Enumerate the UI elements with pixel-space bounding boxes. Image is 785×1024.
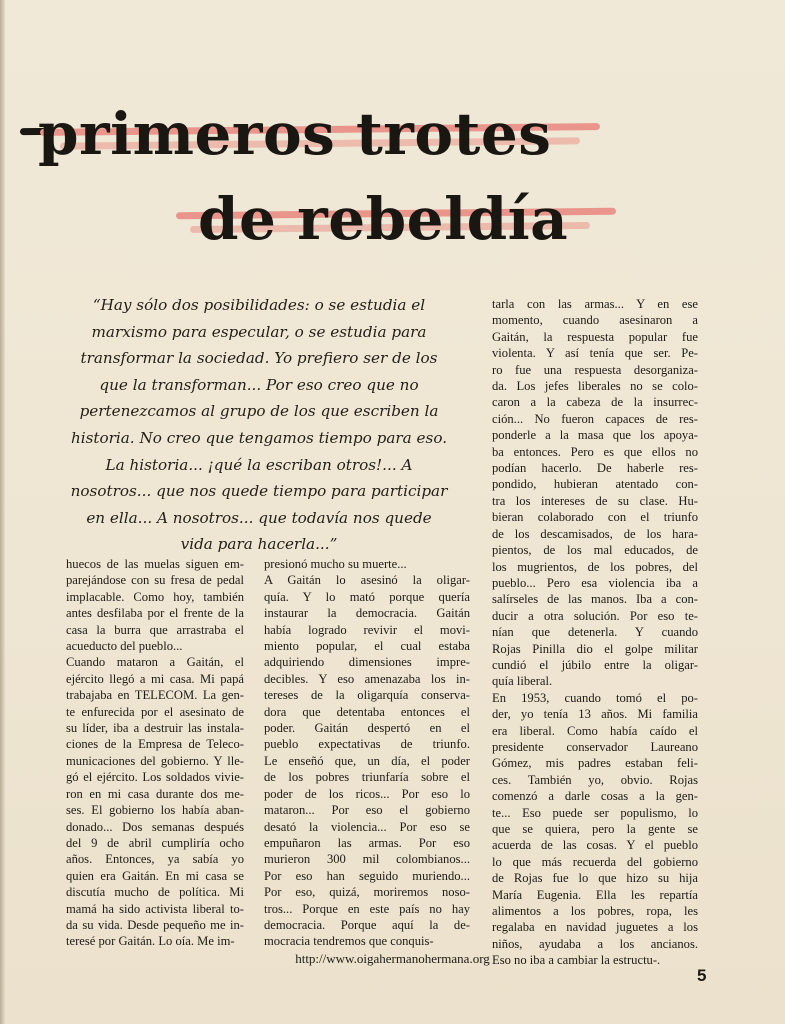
body-text-line: discutía mucho de política. Mi (66, 885, 244, 900)
body-text-line: violenta. Y así tenía que ser. Pe- (492, 346, 698, 361)
body-text-line: había logrado revivir el movi- (264, 622, 470, 637)
body-text-line: tros... Porque en este país no hay (264, 901, 470, 916)
body-text-line: Gaitán, la respuesta popular fue (492, 329, 698, 344)
body-text-line: quía liberal. (492, 674, 553, 689)
body-text-line: quien era Gaitán. En mi casa se (66, 868, 244, 883)
body-text-line: Rojas Pinilla dio el golpe militar (492, 641, 698, 656)
body-text-line: da. Los jefes liberales no se colo- (492, 379, 698, 394)
body-column-3 (492, 296, 698, 969)
body-text-line: regalaba en navidad juguetes a los (492, 920, 698, 935)
body-text-line: alimentos a los pobres, ropa, les (492, 904, 698, 919)
body-text-line: te... Eso puede ser populismo, lo (492, 805, 698, 820)
body-text-line: ces. También yo, obvio. Rojas (492, 772, 698, 787)
body-text-line: presionó mucho su muerte... (264, 557, 407, 571)
pull-quote-line: transformar la sociedad. Yo prefiero ser de los (80, 349, 438, 368)
body-text-line: cundió el júbilo entre la oligar- (492, 657, 698, 672)
body-text-line: desató la violencia... Por eso se (264, 819, 470, 834)
body-text-line: adquiriendo dimensiones impre- (264, 655, 470, 670)
body-text-line: Cuando mataron a Gaitán, el (66, 655, 244, 670)
body-text-line: pientos, de los mal educados, de (492, 543, 698, 558)
footer-url: http://www.oigahermanohermana.org (295, 951, 490, 966)
body-text-line: ducir a otra solución. Por eso te- (492, 608, 698, 623)
body-text-line: comenzó a darle cosas a la gen- (492, 789, 698, 804)
body-text-line: pueblo... Pero esa violencia iba a (492, 575, 698, 590)
body-text-line: En 1953, cuando tomó el po- (492, 690, 698, 705)
pull-quote-line: “Hay sólo dos posibilidades: o se estudia el (92, 296, 426, 314)
body-text-line: empuñaron las armas. Por eso (264, 835, 470, 850)
body-text-line: momento, cuando asesinaron a (492, 313, 698, 328)
body-text-line: dora que detentaba entonces el (264, 704, 470, 719)
body-text-line: tra los intereses de su clase. Hu- (492, 493, 698, 508)
body-text-line: democracia. Porque aquí la de- (264, 917, 470, 932)
body-text-line: ba entonces. Pero es que ellos no (492, 444, 698, 459)
body-text-line: lo que más recuerda del gobierno (492, 854, 698, 869)
body-text-line: era liberal. Como había caído el (492, 723, 698, 738)
body-text-line: ro fue una respuesta desorganiza- (492, 362, 698, 377)
body-text-line: nían que detenerla. Y cuando (492, 625, 698, 640)
body-text-line: pueblo expectativas de triunfo. (264, 737, 470, 752)
pull-quote-line: nosotros... que nos quede tiempo para participar (70, 482, 448, 501)
body-column-2 (264, 556, 470, 950)
body-text-line: Eso no iba a cambiar la estructu-. (492, 953, 661, 968)
body-text-line: podían hacerlo. De haberle res- (492, 461, 698, 476)
body-text-line: mocracia tendremos que conquis- (264, 934, 434, 949)
body-text-line: acueducto del pueblo... (66, 639, 183, 654)
body-text-line: huecos de las muelas siguen em- (66, 557, 244, 571)
body-text-line: decibles. Y eso amenazaba los in- (264, 671, 470, 686)
body-text-line: mamá ha sido activista liberal to- (66, 901, 244, 916)
pull-quote-line: en ella... A nosotros... que todavía nos quede (86, 508, 432, 527)
body-text-line: ciones de la Empresa de Teleco- (66, 737, 244, 752)
body-text-line: mataron... Por eso el gobierno (264, 803, 470, 818)
body-text-line: que se quiera, pero la gente se (492, 822, 698, 836)
headline-line-1: primeros trotes (38, 100, 552, 168)
pull-quote-line: marxismo para especular, o se estudia para (91, 322, 427, 341)
pull-quote-line: historia. No creo que tengamos tiempo para eso. (70, 428, 448, 447)
body-text-line: acuerda de las cosas. Y el pueblo (492, 838, 698, 853)
body-text-line: ejército llegó a mi casa. Mi papá (66, 671, 244, 686)
pull-quote-line: que la transforman... Por eso creo que no (99, 375, 419, 394)
pull-quote-line: vida para hacerla...” (180, 535, 338, 554)
body-text-line: Gómez, mis padres estaban feli- (492, 756, 698, 771)
body-text-line: los mugrientos, de los pobres, del (492, 559, 698, 574)
body-text-line: tarla con las armas... Y en ese (492, 297, 698, 311)
page-spine-shadow (0, 0, 5, 1024)
body-text-line: Le enseñó que, un día, el poder (264, 753, 470, 768)
body-text-line: A Gaitán lo asesinó la oligar- (264, 573, 470, 588)
body-text-line: de Rojas fue lo que hizo su hija (492, 871, 698, 886)
pull-quote-line: pertenezcamos al grupo de los que escriben la (79, 402, 439, 421)
body-text-line: del 9 de abril cumpliría ocho (66, 835, 244, 850)
body-text-line: ron en mi casa durante dos me- (66, 786, 244, 801)
body-text-line: da su vida. Desde pequeño me in- (66, 917, 244, 932)
body-text-line: tereses de la oligarquía conserva- (264, 688, 470, 703)
body-text-line: niños, ayudaba a los ancianos. (492, 936, 698, 951)
body-text-line: municaciones del gobierno. Y lle- (66, 753, 244, 768)
body-text-line: te enfurecida por el asesinato de (66, 704, 244, 719)
body-text-line: instaurar la democracia. Gaitán (264, 606, 470, 621)
body-text-line: trabajaba en TELECOM. La gen- (66, 688, 244, 703)
page-number: 5 (697, 966, 707, 985)
body-text-line: gó el ejército. Los soldados vivie- (66, 770, 244, 785)
body-text-line: parejándose con su fresa de pedal (66, 573, 244, 588)
body-text-line: antes desfilaba por el frente de la (66, 606, 244, 621)
body-text-line: María Eugenia. Ella les repartía (492, 887, 698, 902)
body-text-line: salírseles de las manos. Iba a con- (492, 592, 698, 607)
body-text-line: casa la burra que arrastraba el (66, 622, 244, 637)
body-text-line: ponderle a la masa que los apoya- (492, 428, 698, 443)
body-text-line: ción... No fueron capaces de res- (492, 411, 698, 426)
body-text-line: de los descamisados, de los hara- (492, 526, 698, 541)
body-text-line: presidente conservador Laureano (492, 739, 698, 754)
body-text-line: miento popular, el cual estaba (264, 639, 470, 654)
body-text-line: implacable. Como hoy, también (66, 589, 244, 604)
pull-quote-line: La historia... ¡qué la escriban otros!... A (105, 455, 413, 474)
body-text-line: poder. Gaitán despertó en el (264, 721, 470, 736)
body-text-line: teresé por Gaitán. Lo oía. Me im- (66, 934, 235, 949)
body-text-line: su líder, iba a destruir las instala- (66, 721, 244, 736)
body-text-line: de los pobres triunfaría sobre el (264, 770, 470, 785)
body-text-line: poder de los ricos... Por eso lo (264, 786, 470, 801)
pull-quote (66, 292, 452, 556)
headline-line-2: de rebeldía (198, 185, 569, 253)
body-text-line: quía. Y lo mató porque quería (264, 589, 470, 604)
body-text-line: Por eso, quizá, moriremos noso- (264, 885, 470, 900)
body-text-line: pondido, hubieran atentado con- (492, 477, 698, 492)
body-text-line: donado... Dos semanas después (66, 819, 244, 834)
body-text-line: der, yo tenía 13 años. Mi familia (492, 707, 698, 722)
body-text-line: caron a la cabeza de la insurrec- (492, 395, 698, 410)
body-text-line: ses. El gobierno los había aban- (66, 803, 244, 818)
body-text-line: murieron 300 mil colombianos... (264, 852, 470, 867)
body-column-1 (66, 556, 244, 950)
body-text-line: años. Entonces, ya sabía yo (66, 852, 244, 867)
body-text-line: Por eso han seguido muriendo... (264, 868, 470, 883)
body-text-line: bieran colaborado con el triunfo (492, 510, 698, 525)
